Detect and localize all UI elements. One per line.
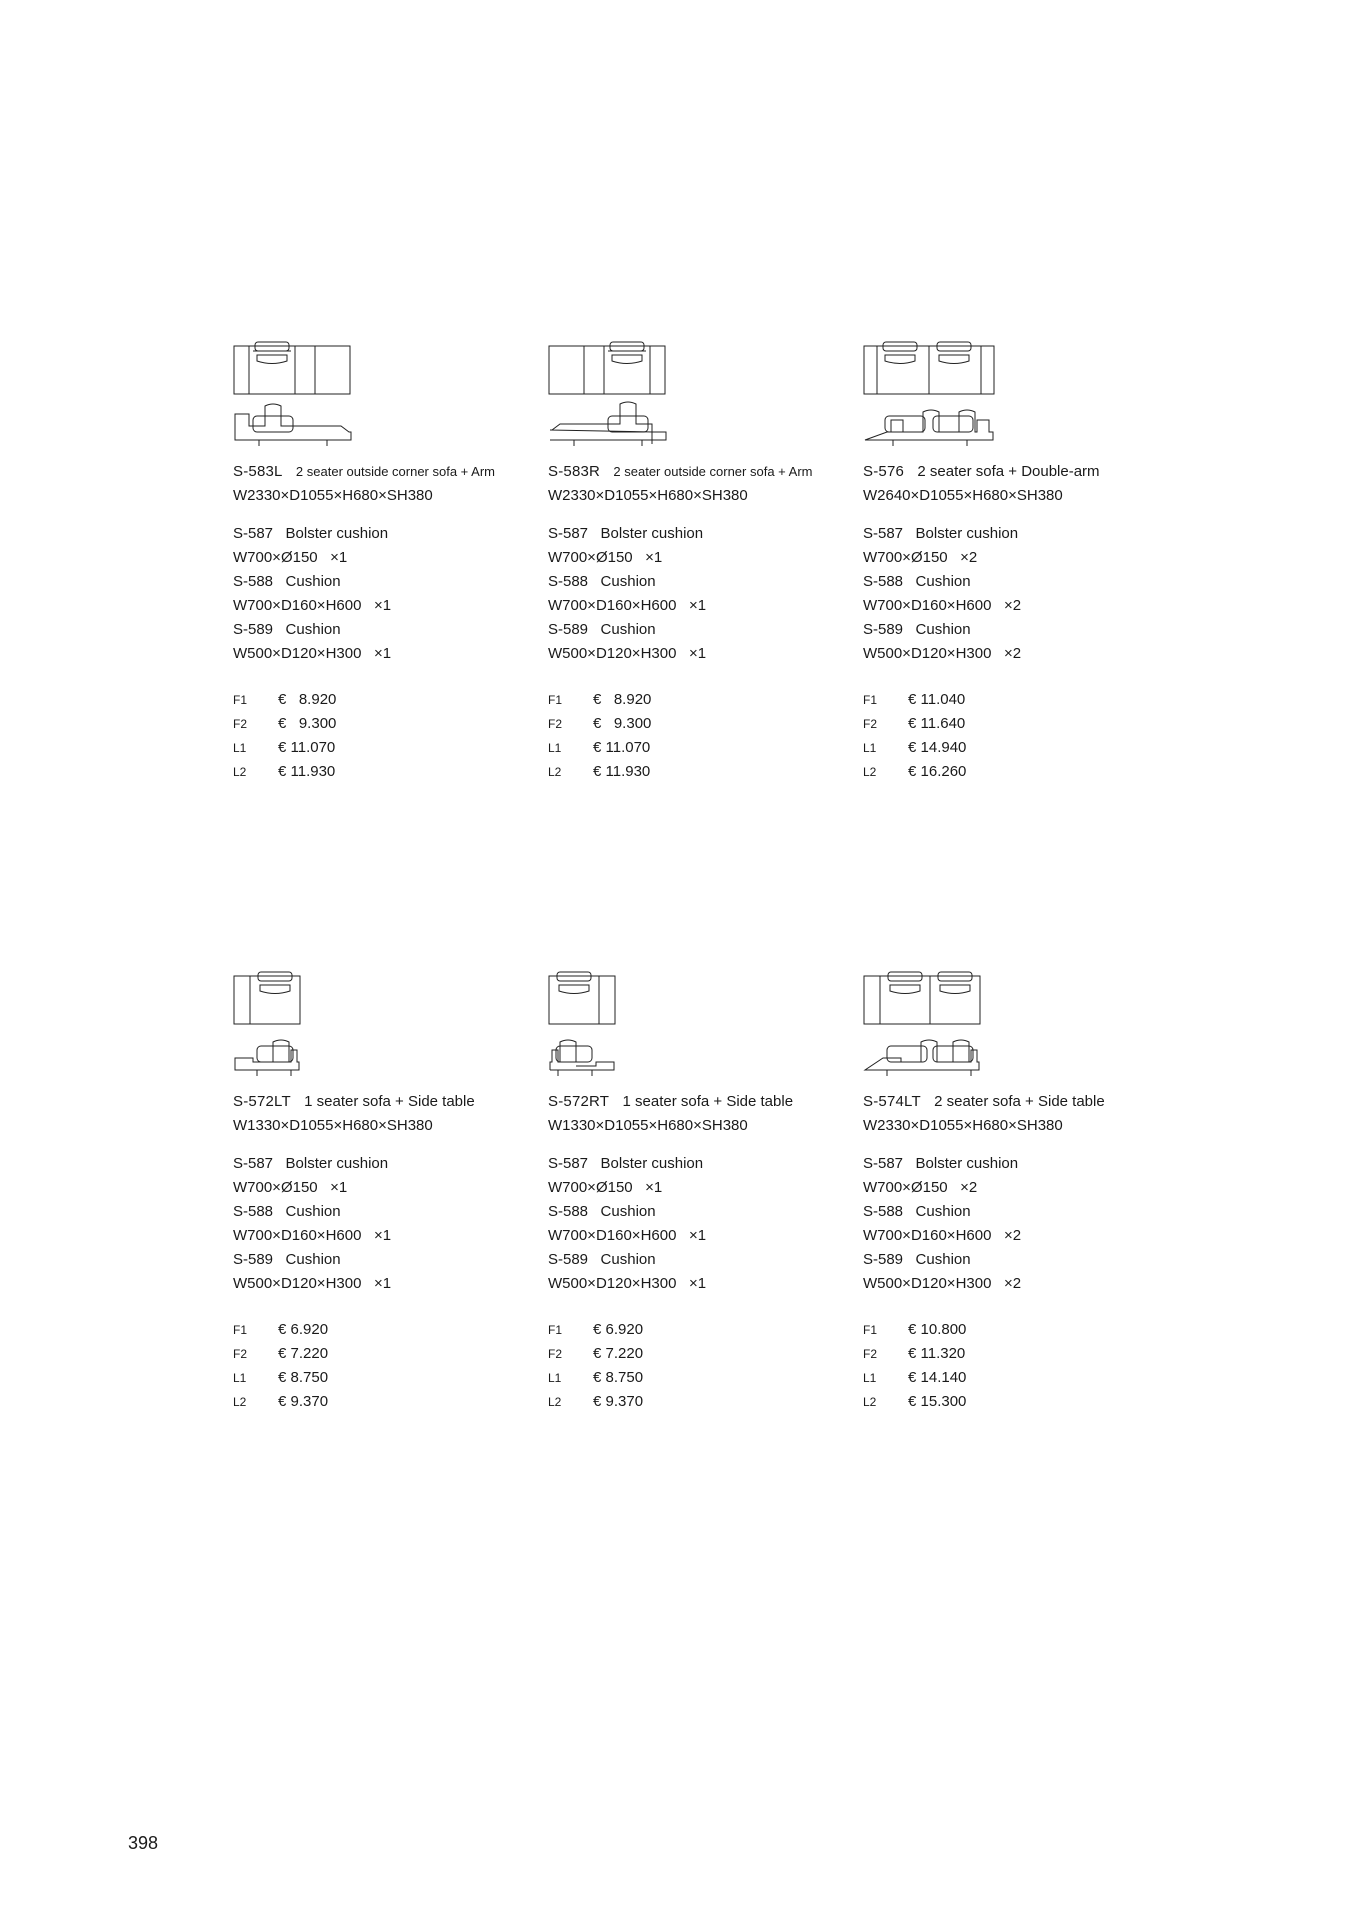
item-code: S-589 xyxy=(233,621,274,638)
item-code: S-589 xyxy=(233,1251,274,1268)
product-code: S-583R xyxy=(548,463,601,480)
item-title xyxy=(863,1152,1163,1176)
item-dimensions xyxy=(548,642,848,666)
price-grade: F1 xyxy=(233,1323,248,1337)
price-grade: L1 xyxy=(233,1371,247,1385)
price-row xyxy=(548,688,848,712)
item-dims: W700×D160×H600 xyxy=(863,597,992,614)
product-title xyxy=(233,460,533,484)
included-items xyxy=(233,1152,533,1296)
item-dims: W500×D120×H300 xyxy=(233,645,362,662)
sofa-drawing xyxy=(233,968,383,1088)
price-value: € 15.300 xyxy=(908,1393,967,1410)
product-title xyxy=(233,1090,533,1114)
item-dims: W700×Ø150 xyxy=(863,549,948,566)
sofa-drawing xyxy=(863,968,1013,1088)
item-qty: ×1 xyxy=(373,1275,392,1292)
included-items xyxy=(233,522,533,666)
item-dims: W700×Ø150 xyxy=(863,1179,948,1196)
item-title xyxy=(233,1248,533,1272)
item-qty: ×2 xyxy=(1003,645,1022,662)
price-value: € 9.300 xyxy=(278,715,337,732)
item-qty: ×1 xyxy=(645,549,663,566)
product-dimensions: W2330×D1055×H680×SH380 xyxy=(548,487,748,504)
product-name: 2 seater sofa + Double-arm xyxy=(917,463,1100,480)
item-dimensions xyxy=(863,1224,1163,1248)
item-qty: ×2 xyxy=(960,549,978,566)
price-grade: F2 xyxy=(863,717,878,731)
price-value: € 8.920 xyxy=(593,691,652,708)
item-qty: ×1 xyxy=(373,645,392,662)
item-code: S-587 xyxy=(863,525,904,542)
item-code: S-588 xyxy=(863,573,904,590)
price-list xyxy=(233,688,533,784)
item-code: S-588 xyxy=(548,1203,589,1220)
item-code: S-588 xyxy=(548,573,589,590)
price-grade: L1 xyxy=(863,741,877,755)
included-items xyxy=(863,522,1163,666)
sofa-drawing xyxy=(863,338,1013,458)
item-dims: W500×D120×H300 xyxy=(548,1275,677,1292)
included-items xyxy=(863,1152,1163,1296)
item-title xyxy=(233,618,533,642)
price-grade: L2 xyxy=(863,1395,877,1409)
price-row xyxy=(233,1390,533,1414)
item-dims: W700×D160×H600 xyxy=(233,597,362,614)
price-value: € 11.930 xyxy=(593,763,651,780)
product-code: S-572RT xyxy=(548,1093,610,1110)
item-dimensions xyxy=(548,1224,848,1248)
price-grade: L2 xyxy=(548,1395,562,1409)
product-title xyxy=(863,460,1163,484)
price-row xyxy=(548,1390,848,1414)
item-dims: W500×D120×H300 xyxy=(863,1275,992,1292)
price-value: € 11.320 xyxy=(908,1345,966,1362)
product-code: S-583L xyxy=(233,463,283,480)
price-grade: F2 xyxy=(548,1347,563,1361)
included-items xyxy=(548,522,848,666)
item-dimensions xyxy=(863,594,1163,618)
item-name: Cushion xyxy=(915,1203,971,1220)
sofa-drawing xyxy=(548,968,698,1088)
price-value: € 16.260 xyxy=(908,763,967,780)
price-row xyxy=(548,712,848,736)
item-name: Bolster cushion xyxy=(915,1155,1019,1172)
item-code: S-587 xyxy=(233,1155,274,1172)
item-name: Cushion xyxy=(915,621,971,638)
item-name: Bolster cushion xyxy=(915,525,1019,542)
price-row xyxy=(863,712,1163,736)
price-row xyxy=(548,736,848,760)
product-dimensions: W2330×D1055×H680×SH380 xyxy=(863,1117,1063,1134)
price-grade: L2 xyxy=(233,1395,247,1409)
price-grade: L2 xyxy=(233,765,247,779)
price-value: € 11.070 xyxy=(593,739,651,756)
product-name: 2 seater outside corner sofa + Arm xyxy=(613,464,813,479)
item-qty: ×2 xyxy=(1003,597,1022,614)
price-row xyxy=(233,760,533,784)
item-dimensions xyxy=(863,1272,1163,1296)
item-title xyxy=(863,522,1163,546)
item-dims: W700×Ø150 xyxy=(548,1179,633,1196)
item-title xyxy=(863,1200,1163,1224)
product-title xyxy=(548,460,848,484)
product-dimensions: W2640×D1055×H680×SH380 xyxy=(863,487,1063,504)
item-dimensions xyxy=(548,1272,848,1296)
item-dims: W700×Ø150 xyxy=(548,549,633,566)
item-dimensions xyxy=(233,642,533,666)
price-row xyxy=(233,712,533,736)
item-title xyxy=(233,1152,533,1176)
price-grade: F1 xyxy=(548,693,563,707)
item-dims: W700×D160×H600 xyxy=(233,1227,362,1244)
item-name: Cushion xyxy=(285,1203,341,1220)
price-value: € 9.370 xyxy=(278,1393,329,1410)
price-row xyxy=(863,1342,1163,1366)
price-value: € 6.920 xyxy=(278,1321,329,1338)
product-code: S-572LT xyxy=(233,1093,291,1110)
item-dimensions xyxy=(548,546,848,570)
price-value: € 9.370 xyxy=(593,1393,644,1410)
item-qty: ×1 xyxy=(330,1179,348,1196)
item-title xyxy=(233,570,533,594)
item-qty: ×1 xyxy=(688,1227,707,1244)
item-title xyxy=(863,570,1163,594)
price-row xyxy=(548,760,848,784)
item-name: Bolster cushion xyxy=(285,525,389,542)
item-code: S-589 xyxy=(863,621,904,638)
product-s-572lt xyxy=(233,968,533,1414)
price-value: € 9.300 xyxy=(593,715,652,732)
price-grade: F1 xyxy=(548,1323,563,1337)
price-row xyxy=(548,1366,848,1390)
item-code: S-589 xyxy=(863,1251,904,1268)
price-grade: L2 xyxy=(863,765,877,779)
item-name: Cushion xyxy=(600,573,656,590)
item-name: Cushion xyxy=(600,1203,656,1220)
item-dims: W700×D160×H600 xyxy=(548,1227,677,1244)
item-code: S-588 xyxy=(863,1203,904,1220)
price-grade: F1 xyxy=(863,693,878,707)
item-qty: ×2 xyxy=(1003,1275,1022,1292)
product-name: 1 seater sofa + Side table xyxy=(622,1093,794,1110)
product-s-574lt xyxy=(863,968,1163,1414)
price-grade: L2 xyxy=(548,765,562,779)
product-code: S-574LT xyxy=(863,1093,921,1110)
price-row xyxy=(863,1390,1163,1414)
item-dims: W500×D120×H300 xyxy=(233,1275,362,1292)
price-grade: L1 xyxy=(233,741,247,755)
price-grade: F2 xyxy=(863,1347,878,1361)
price-value: € 14.940 xyxy=(908,739,967,756)
item-dims: W700×D160×H600 xyxy=(548,597,677,614)
item-code: S-587 xyxy=(548,525,589,542)
item-dimensions xyxy=(233,1272,533,1296)
item-name: Bolster cushion xyxy=(285,1155,389,1172)
item-code: S-587 xyxy=(233,525,274,542)
price-grade: L1 xyxy=(548,741,562,755)
product-name: 2 seater outside corner sofa + Arm xyxy=(295,464,495,479)
price-grade: F2 xyxy=(233,1347,248,1361)
price-row xyxy=(863,1318,1163,1342)
product-s-572rt xyxy=(548,968,848,1414)
price-value: € 8.920 xyxy=(278,691,337,708)
product-s-583l xyxy=(233,338,533,784)
price-row xyxy=(233,1318,533,1342)
product-dimensions: W2330×D1055×H680×SH380 xyxy=(233,487,433,504)
price-value: € 6.920 xyxy=(593,1321,644,1338)
price-value: € 11.640 xyxy=(908,715,966,732)
item-title xyxy=(863,1248,1163,1272)
page-number: 398 xyxy=(128,1833,159,1853)
item-name: Cushion xyxy=(915,1251,971,1268)
price-grade: F1 xyxy=(233,693,248,707)
price-value: € 8.750 xyxy=(278,1369,329,1386)
product-dimensions: W1330×D1055×H680×SH380 xyxy=(233,1117,433,1134)
item-title xyxy=(548,618,848,642)
price-row xyxy=(863,688,1163,712)
item-title xyxy=(548,1200,848,1224)
item-title xyxy=(548,1248,848,1272)
item-title xyxy=(548,570,848,594)
price-row xyxy=(233,688,533,712)
item-qty: ×1 xyxy=(688,597,707,614)
item-dims: W500×D120×H300 xyxy=(863,645,992,662)
item-qty: ×1 xyxy=(373,1227,392,1244)
price-value: € 10.800 xyxy=(908,1321,967,1338)
price-row xyxy=(233,736,533,760)
item-dimensions xyxy=(233,546,533,570)
product-dimensions: W1330×D1055×H680×SH380 xyxy=(548,1117,748,1134)
price-grade: F1 xyxy=(863,1323,878,1337)
item-qty: ×1 xyxy=(645,1179,663,1196)
item-dims: W500×D120×H300 xyxy=(548,645,677,662)
price-value: € 11.070 xyxy=(278,739,336,756)
item-title xyxy=(233,1200,533,1224)
price-row xyxy=(863,736,1163,760)
item-qty: ×1 xyxy=(688,1275,707,1292)
price-list xyxy=(233,1318,533,1414)
product-s-583r xyxy=(548,338,848,784)
item-qty: ×1 xyxy=(373,597,392,614)
item-qty: ×2 xyxy=(1003,1227,1022,1244)
item-code: S-588 xyxy=(233,573,274,590)
item-name: Bolster cushion xyxy=(600,1155,704,1172)
price-value: € 7.220 xyxy=(593,1345,644,1362)
item-title xyxy=(548,522,848,546)
item-dimensions xyxy=(233,1224,533,1248)
item-code: S-588 xyxy=(233,1203,274,1220)
price-row xyxy=(548,1342,848,1366)
price-value: € 11.040 xyxy=(908,691,966,708)
product-code: S-576 xyxy=(863,463,905,480)
price-value: € 14.140 xyxy=(908,1369,967,1386)
item-title xyxy=(233,522,533,546)
price-list xyxy=(548,688,848,784)
included-items xyxy=(548,1152,848,1296)
item-name: Cushion xyxy=(285,621,341,638)
item-qty: ×2 xyxy=(960,1179,978,1196)
price-grade: L1 xyxy=(863,1371,877,1385)
item-title xyxy=(548,1152,848,1176)
item-name: Cushion xyxy=(285,573,341,590)
item-code: S-589 xyxy=(548,621,589,638)
product-name: 2 seater sofa + Side table xyxy=(934,1093,1105,1110)
price-grade: L1 xyxy=(548,1371,562,1385)
item-dimensions xyxy=(548,594,848,618)
price-list xyxy=(863,1318,1163,1414)
price-list xyxy=(548,1318,848,1414)
sofa-drawing xyxy=(233,338,383,458)
item-dimensions xyxy=(548,1176,848,1200)
price-row xyxy=(233,1342,533,1366)
item-dims: W700×Ø150 xyxy=(233,1179,318,1196)
product-s-576 xyxy=(863,338,1163,784)
price-value: € 7.220 xyxy=(278,1345,329,1362)
price-grade: F2 xyxy=(233,717,248,731)
price-value: € 8.750 xyxy=(593,1369,644,1386)
item-dims: W700×Ø150 xyxy=(233,549,318,566)
item-name: Cushion xyxy=(600,621,656,638)
item-dimensions xyxy=(863,1176,1163,1200)
item-dimensions xyxy=(233,1176,533,1200)
item-name: Cushion xyxy=(915,573,971,590)
item-code: S-587 xyxy=(548,1155,589,1172)
item-dims: W700×D160×H600 xyxy=(863,1227,992,1244)
price-row xyxy=(233,1366,533,1390)
item-qty: ×1 xyxy=(330,549,348,566)
item-code: S-589 xyxy=(548,1251,589,1268)
price-grade: F2 xyxy=(548,717,563,731)
product-title xyxy=(548,1090,848,1114)
price-value: € 11.930 xyxy=(278,763,336,780)
product-name: 1 seater sofa + Side table xyxy=(304,1093,475,1110)
item-name: Bolster cushion xyxy=(600,525,704,542)
product-title xyxy=(863,1090,1163,1114)
item-dimensions xyxy=(233,594,533,618)
price-list xyxy=(863,688,1163,784)
item-name: Cushion xyxy=(600,1251,656,1268)
item-dimensions xyxy=(863,642,1163,666)
price-row xyxy=(548,1318,848,1342)
sofa-drawing xyxy=(548,338,698,458)
item-name: Cushion xyxy=(285,1251,341,1268)
item-title xyxy=(863,618,1163,642)
price-row xyxy=(863,760,1163,784)
price-row xyxy=(863,1366,1163,1390)
item-qty: ×1 xyxy=(688,645,707,662)
item-dimensions xyxy=(863,546,1163,570)
item-code: S-587 xyxy=(863,1155,904,1172)
